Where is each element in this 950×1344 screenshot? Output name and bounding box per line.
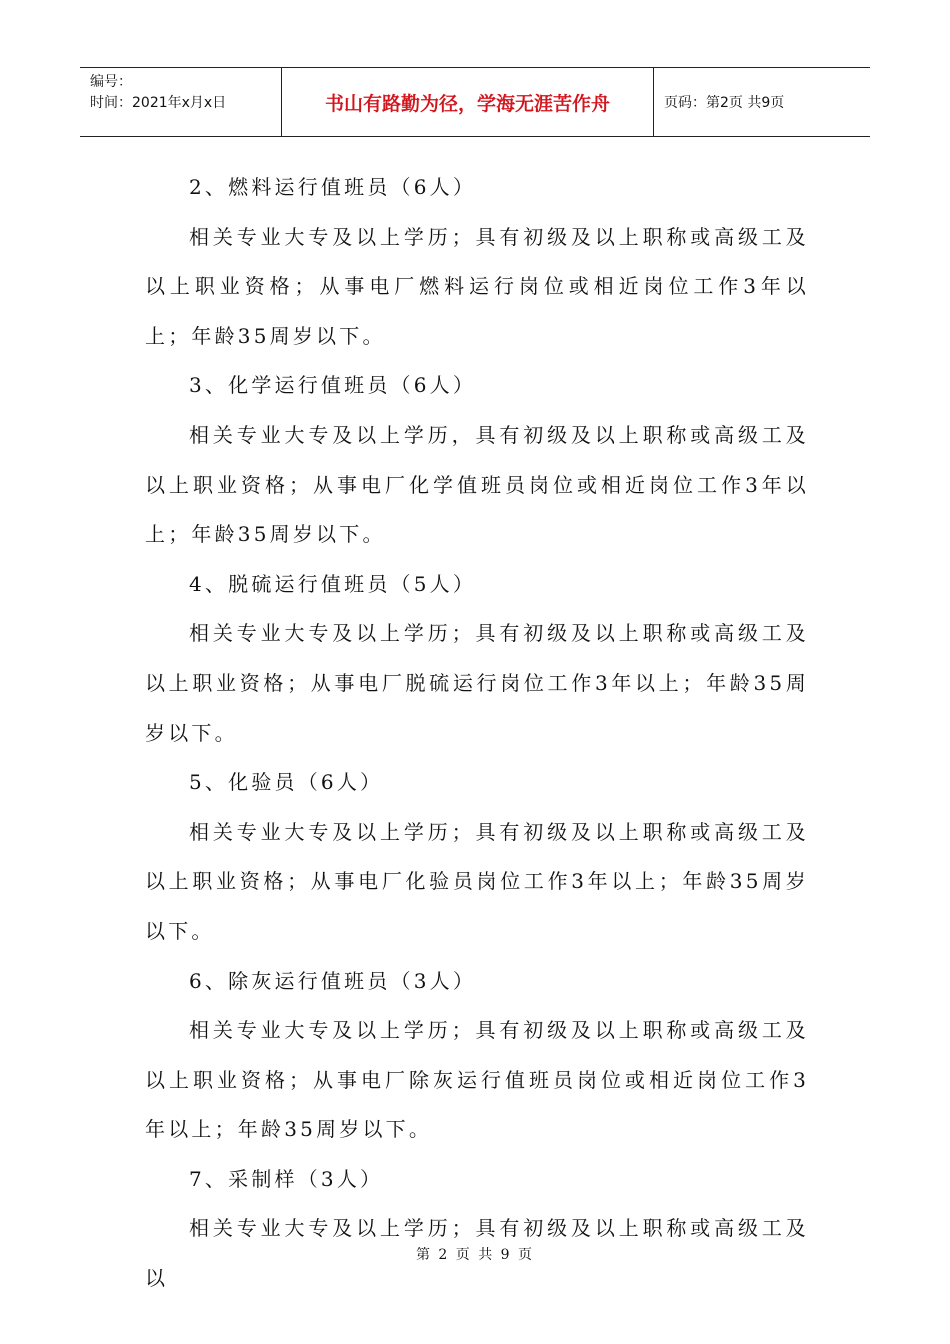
section-heading: 4、脱硫运行值班员（5人） — [189, 571, 477, 596]
section-heading: 5、化验员（6人） — [189, 770, 384, 795]
section-heading: 7、采制样（3人） — [189, 1166, 384, 1191]
requirement-paragraph: 相关专业大专及以上学历；具有初级及以上职称或高级工及以上职业资格；从事电厂除灰运行值班员岗位或相近岗位工作3年以上；年龄35周岁以下。 — [145, 1018, 809, 1142]
section-heading: 2、燃料运行值班员（6人） — [189, 175, 477, 199]
requirement-paragraph: 相关专业大专及以上学历；具有初级及以上职称或高级工及以上职业资格；从事电厂脱硫运行岗位工作3年以上；年龄35周岁以下。 — [145, 621, 809, 745]
requirement-paragraph: 相关专业大专及以上学历，具有初级及以上职称或高级工及以上职业资格；从事电厂化学值班员岗位或相近岗位工作3年以上；年龄35周岁以下。 — [145, 422, 809, 547]
header-motto: 书山有路勤为径，学海无涯苦作舟 — [282, 68, 654, 136]
header-meta — [80, 68, 282, 136]
document-date: 时间：2021年x月x日 — [90, 95, 227, 111]
requirement-paragraph: 相关专业大专及以上学历；具有初级及以上职称或高级工及以 — [145, 1216, 809, 1291]
document-number-label: 编号： — [90, 74, 132, 90]
page-header — [80, 67, 870, 137]
header-page-info: 页码：第2页 共9页 — [664, 95, 785, 111]
page-footer: 第 2 页 共 9 页 — [415, 1247, 535, 1263]
section-heading: 3、化学运行值班员（6人） — [189, 373, 477, 398]
document-body — [145, 163, 809, 1304]
section-heading: 6、除灰运行值班员（3人） — [189, 968, 477, 993]
requirement-paragraph: 相关专业大专及以上学历；具有初级及以上职称或高级工及以上职业资格；从事电厂化验员岗位工作3年以上；年龄35周岁以下。 — [145, 819, 809, 943]
requirement-paragraph: 相关专业大专及以上学历；具有初级及以上职称或高级工及以上职业资格；从事电厂燃料运行岗位或相近岗位工作3年以上；年龄35周岁以下。 — [145, 224, 809, 348]
